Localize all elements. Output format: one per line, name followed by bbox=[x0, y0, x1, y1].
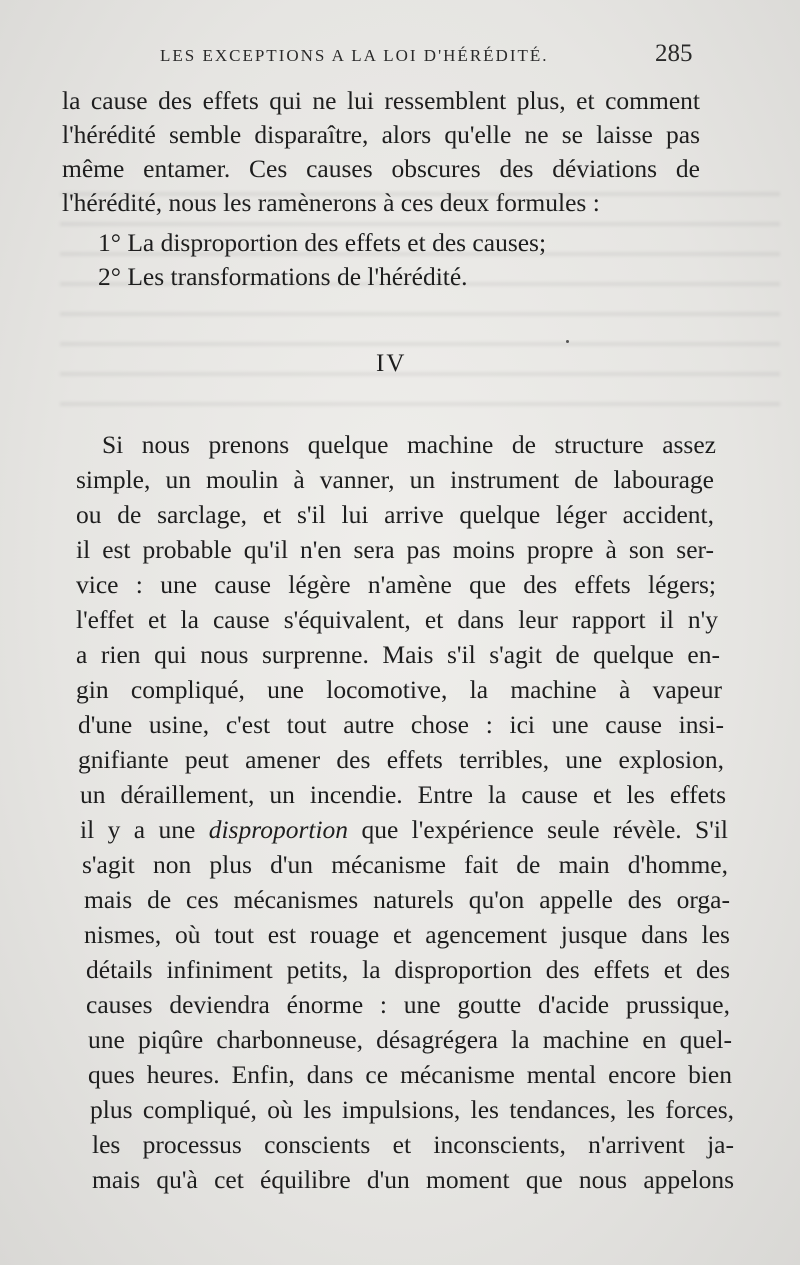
text-line: un déraillement, un incendie. Entre la cause et les effets bbox=[80, 780, 726, 809]
text-line: plus compliqué, où les impulsions, les tendances, les forces, bbox=[90, 1095, 734, 1124]
text-line: même entamer. Ces causes obscures des déviations de bbox=[62, 154, 700, 183]
text-line: l'effet et la cause s'équivalent, et dans leur rapport il n'y bbox=[76, 605, 718, 634]
italic-line-before: il y a une bbox=[80, 815, 209, 844]
text-line: la cause des effets qui ne lui ressemblent plus, et comment bbox=[62, 86, 700, 115]
running-head: LES EXCEPTIONS A LA LOI D'HÉRÉDITÉ. bbox=[160, 46, 549, 65]
text-line: vice : une cause légère n'amène que des effets légers; bbox=[76, 570, 716, 599]
text-line: Si nous prenons quelque machine de structure assez bbox=[102, 430, 716, 459]
italic-emphasis: disproportion bbox=[208, 815, 349, 844]
text-line: ques heures. Enfin, dans ce mécanisme mental encore bien bbox=[88, 1060, 732, 1089]
text-line: l'hérédité semble disparaître, alors qu'elle ne se laisse pas bbox=[62, 120, 700, 149]
text-line-with-italic bbox=[80, 813, 728, 847]
italic-line-after: que l'expérience seule révèle. S'il bbox=[348, 815, 728, 844]
text-line: détails infiniment petits, la disproportion des effets et des bbox=[86, 955, 730, 984]
text-line: mais de ces mécanismes naturels qu'on appelle des orga- bbox=[84, 885, 730, 914]
text-line: s'agit non plus d'un mécanisme fait de main d'homme, bbox=[82, 850, 728, 879]
text-line: mais qu'à cet équilibre d'un moment que nous appelons bbox=[92, 1165, 734, 1194]
text-line: simple, un moulin à vanner, un instrument de labourage bbox=[76, 465, 714, 494]
text-line: une piqûre charbonneuse, désagrégera la machine en quel- bbox=[88, 1025, 732, 1054]
text-line: a rien qui nous surprenne. Mais s'il s'agit de quelque en- bbox=[76, 640, 720, 669]
text-line: causes deviendra énorme : une goutte d'acide prussique, bbox=[86, 990, 730, 1019]
formula-line: 2° Les transformations de l'hérédité. bbox=[98, 262, 468, 291]
text-line: d'une usine, c'est tout autre chose : ici une cause insi- bbox=[78, 710, 724, 739]
text-line: ou de sarclage, et s'il lui arrive quelque léger accident, bbox=[76, 500, 714, 529]
section-heading: IV bbox=[376, 350, 407, 377]
text-line: les processus conscients et inconscients, n'arrivent ja- bbox=[92, 1130, 734, 1159]
text-line: gin compliqué, une locomotive, la machine à vapeur bbox=[76, 675, 722, 704]
ink-speck bbox=[566, 340, 569, 343]
text-line: il est probable qu'il n'en sera pas moins propre à son ser- bbox=[76, 535, 714, 564]
formula-line: 1° La disproportion des effets et des causes; bbox=[98, 228, 547, 257]
text-line: nismes, où tout est rouage et agencement jusque dans les bbox=[84, 920, 730, 949]
page-number: 285 bbox=[655, 40, 693, 67]
text-line: gnifiante peut amener des effets terribles, une explosion, bbox=[78, 745, 724, 774]
text-line: l'hérédité, nous les ramènerons à ces deux formules : bbox=[62, 188, 600, 217]
